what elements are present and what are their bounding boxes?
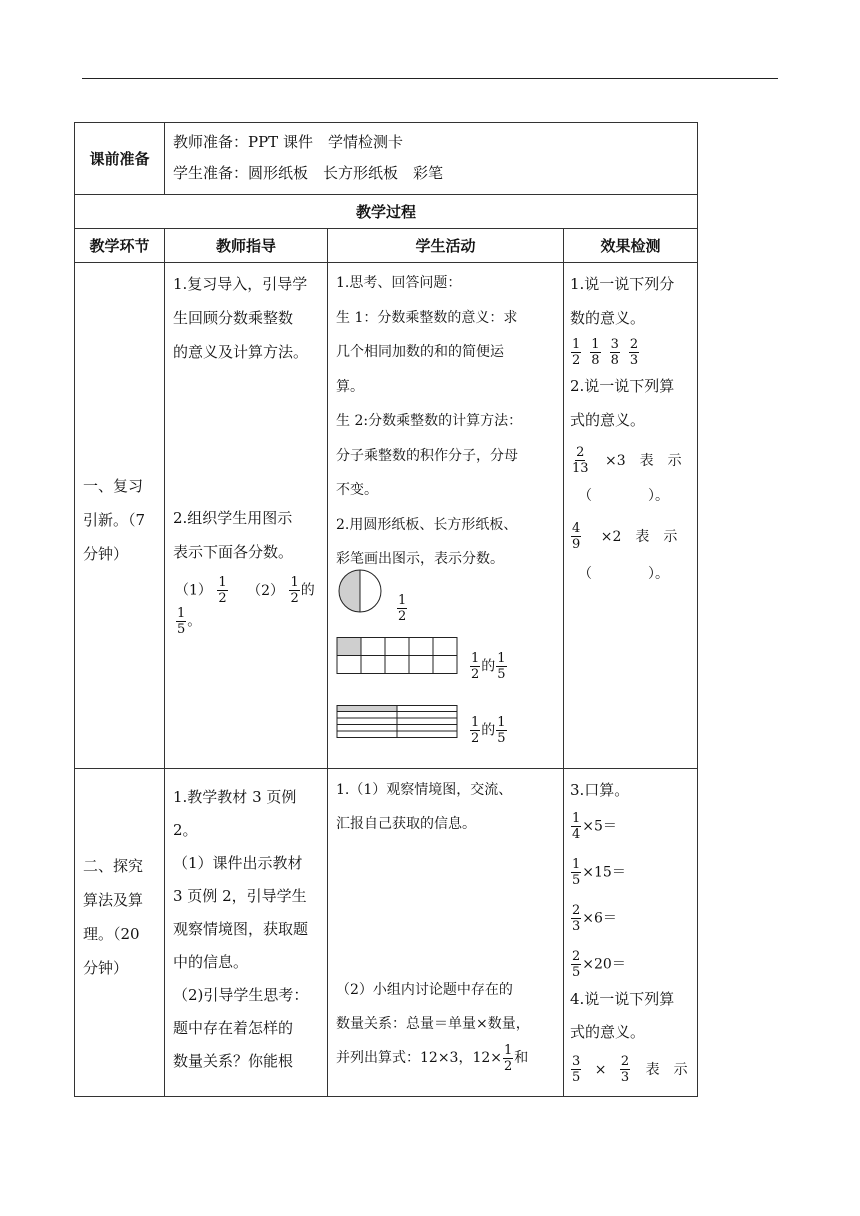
stage1-check-cell [564, 263, 698, 769]
stage1-student-answers [336, 266, 522, 577]
period: 。 [187, 613, 202, 630]
check-q4-expr: $\frac{3}{5}$ × $\frac{2}{3}$ 表 示 [572, 1054, 688, 1085]
stage1-label-line: 一、复习 [83, 477, 144, 495]
prep-content [165, 123, 698, 195]
text-line: 2.说一说下列算 [570, 377, 675, 395]
text-line: 1.说一说下列分 [570, 275, 675, 293]
col-header-stage: 教学环节 [75, 229, 165, 263]
process-title-row [75, 195, 698, 229]
text-line: （2）小组内讨论题中存在的 [336, 982, 513, 998]
stage2-teacher-cell [165, 769, 328, 1097]
stage2-check-cell [564, 769, 698, 1097]
half-circle-diagram [336, 567, 384, 615]
stage1-label [83, 469, 145, 571]
text-line: 3 页例 2，引导学生 [173, 887, 307, 905]
stage2-student-discuss [336, 973, 530, 1075]
text-line: 2.用圆形纸板、长方形纸板、 [336, 516, 518, 533]
check-q2-blank1: （ ）。 [578, 488, 669, 504]
stage1-label-line: 引新。（7 [83, 511, 146, 529]
text-line: 1.（1）观察情境图，交流、 [336, 782, 513, 798]
prep-row [75, 123, 698, 195]
lesson-plan-table [74, 122, 698, 1097]
stage1-teacher-fractions [175, 575, 327, 637]
check-q3-title: 3.口算。 [570, 781, 630, 799]
text-line: 4.说一说下列算 [570, 990, 675, 1008]
check-q1 [570, 267, 674, 335]
process-title: 教学过程 [75, 195, 698, 229]
text-line: 的意义及计算方法。 [173, 343, 309, 361]
stage2-label-line: 分钟） [83, 959, 129, 977]
calc-3: $\frac{2}{3}$ ×6＝ [572, 903, 617, 934]
check-q4 [570, 983, 674, 1049]
check-q2-expr2: $\frac{4}{9}$ ×2 表 示 [572, 521, 678, 552]
text-line: 分子乘整数的积作分子，分母 [336, 447, 518, 464]
stage2-label-cell [75, 769, 165, 1097]
text-line: 不变。 [336, 482, 378, 498]
calc-1: $\frac{1}{4}$ ×5＝ [572, 811, 617, 842]
check-q2 [570, 369, 674, 437]
de-text: 的 [300, 582, 315, 599]
text-line: 数量关系：总量＝单量×数量， [336, 1016, 530, 1032]
text-line: 中的信息。 [173, 953, 249, 971]
text-line: 2。 [173, 821, 198, 839]
text-line: 数量关系？你能根 [173, 1052, 294, 1070]
stage1-row [75, 263, 698, 769]
stage2-student-cell [328, 769, 564, 1097]
stage1-teacher-cell [165, 263, 328, 769]
fraction-label-half-of-fifth: $\frac{1}{2}$ 的 $\frac{1}{5}$ [471, 651, 506, 682]
check-q2-blank2: （ ）。 [578, 566, 669, 582]
fraction-label-half-of-fifth-2: $\frac{1}{2}$ 的 $\frac{1}{5}$ [471, 715, 506, 746]
text-line: 1.思考、回答问题： [336, 275, 462, 291]
text-line: 汇报自己获取的信息。 [336, 816, 476, 832]
col-header-check: 效果检测 [564, 229, 698, 263]
stage1-teacher-review [173, 267, 308, 369]
item-label: （2） [247, 582, 285, 599]
prep-label: 课前准备 [75, 123, 165, 195]
text-line: （2)引导学生思考： [173, 986, 309, 1004]
fraction: $\frac{1}{5}$ [177, 606, 186, 637]
text-line: 生 1：分数乘整数的意义：求 [336, 309, 518, 326]
fraction: $\frac{1}{2}$ [218, 575, 227, 606]
col-header-student: 学生活动 [328, 229, 564, 263]
check-q2-expr1: $\frac{2}{13}$ ×3 表 示 [572, 445, 682, 476]
text-line: （1）课件出示教材 [173, 854, 303, 872]
stage1-teacher-diagram-task [173, 501, 293, 569]
stage1-label-line: 分钟） [83, 545, 129, 563]
item-label: （1） [175, 582, 212, 599]
text-line: 观察情境图，获取题 [173, 920, 309, 938]
student-prep: 学生准备：圆形纸板 长方形纸板 彩笔 [173, 164, 444, 182]
calc-2: $\frac{1}{5}$ ×15＝ [572, 857, 626, 888]
stage2-student-observe [336, 773, 512, 841]
stage2-label-line: 理。（20 [83, 925, 140, 943]
text-line: 生回顾分数乘整数 [173, 309, 294, 327]
fraction: $\frac{1}{2}$ [290, 575, 299, 606]
text-line: 题中存在着怎样的 [173, 1019, 294, 1037]
text-line: 生 2:分数乘整数的计算方法： [336, 413, 523, 429]
rect-striped-diagram [336, 705, 460, 741]
stage1-label-cell [75, 263, 165, 769]
rect-grid-diagram [336, 637, 460, 677]
text-line: 1.复习导入，引导学 [173, 275, 308, 293]
text-line: 算。 [336, 378, 364, 395]
stage2-label-line: 二、探究 [83, 857, 144, 875]
text-line: 表示下面各分数。 [173, 543, 294, 561]
header-row [75, 229, 698, 263]
teacher-prep: 教师准备：PPT 课件 学情检测卡 [173, 133, 403, 151]
calc-4: $\frac{2}{5}$ ×20＝ [572, 949, 626, 980]
stage2-label-line: 算法及算 [83, 891, 144, 909]
text-line: 式的意义。 [570, 1023, 646, 1041]
fraction-label-half: $\frac{1}{2}$ [398, 593, 407, 624]
text-line: 几个相同加数的和的简便运 [336, 344, 504, 360]
stage2-label [83, 849, 143, 985]
col-header-teacher: 教师指导 [165, 229, 328, 263]
stage2-teacher-guide [173, 781, 308, 1078]
stage2-row [75, 769, 698, 1097]
text-line: 2.组织学生用图示 [173, 509, 293, 527]
check-q1-fractions: $\frac{1}{2}$ $\frac{1}{8}$ $\frac{3}{8}$ $\frac{2}{3}$ [572, 337, 639, 368]
text-line: 并列出算式：12×3，12× $\frac{1}{2}$ 和 [336, 1042, 529, 1074]
text-line: 数的意义。 [570, 309, 646, 327]
header-rule [82, 78, 778, 79]
text-line: 彩笔画出图示，表示分数。 [336, 551, 504, 567]
text-line: 1.教学教材 3 页例 [173, 788, 297, 806]
stage1-student-cell [328, 263, 564, 769]
text-line: 式的意义。 [570, 411, 646, 429]
